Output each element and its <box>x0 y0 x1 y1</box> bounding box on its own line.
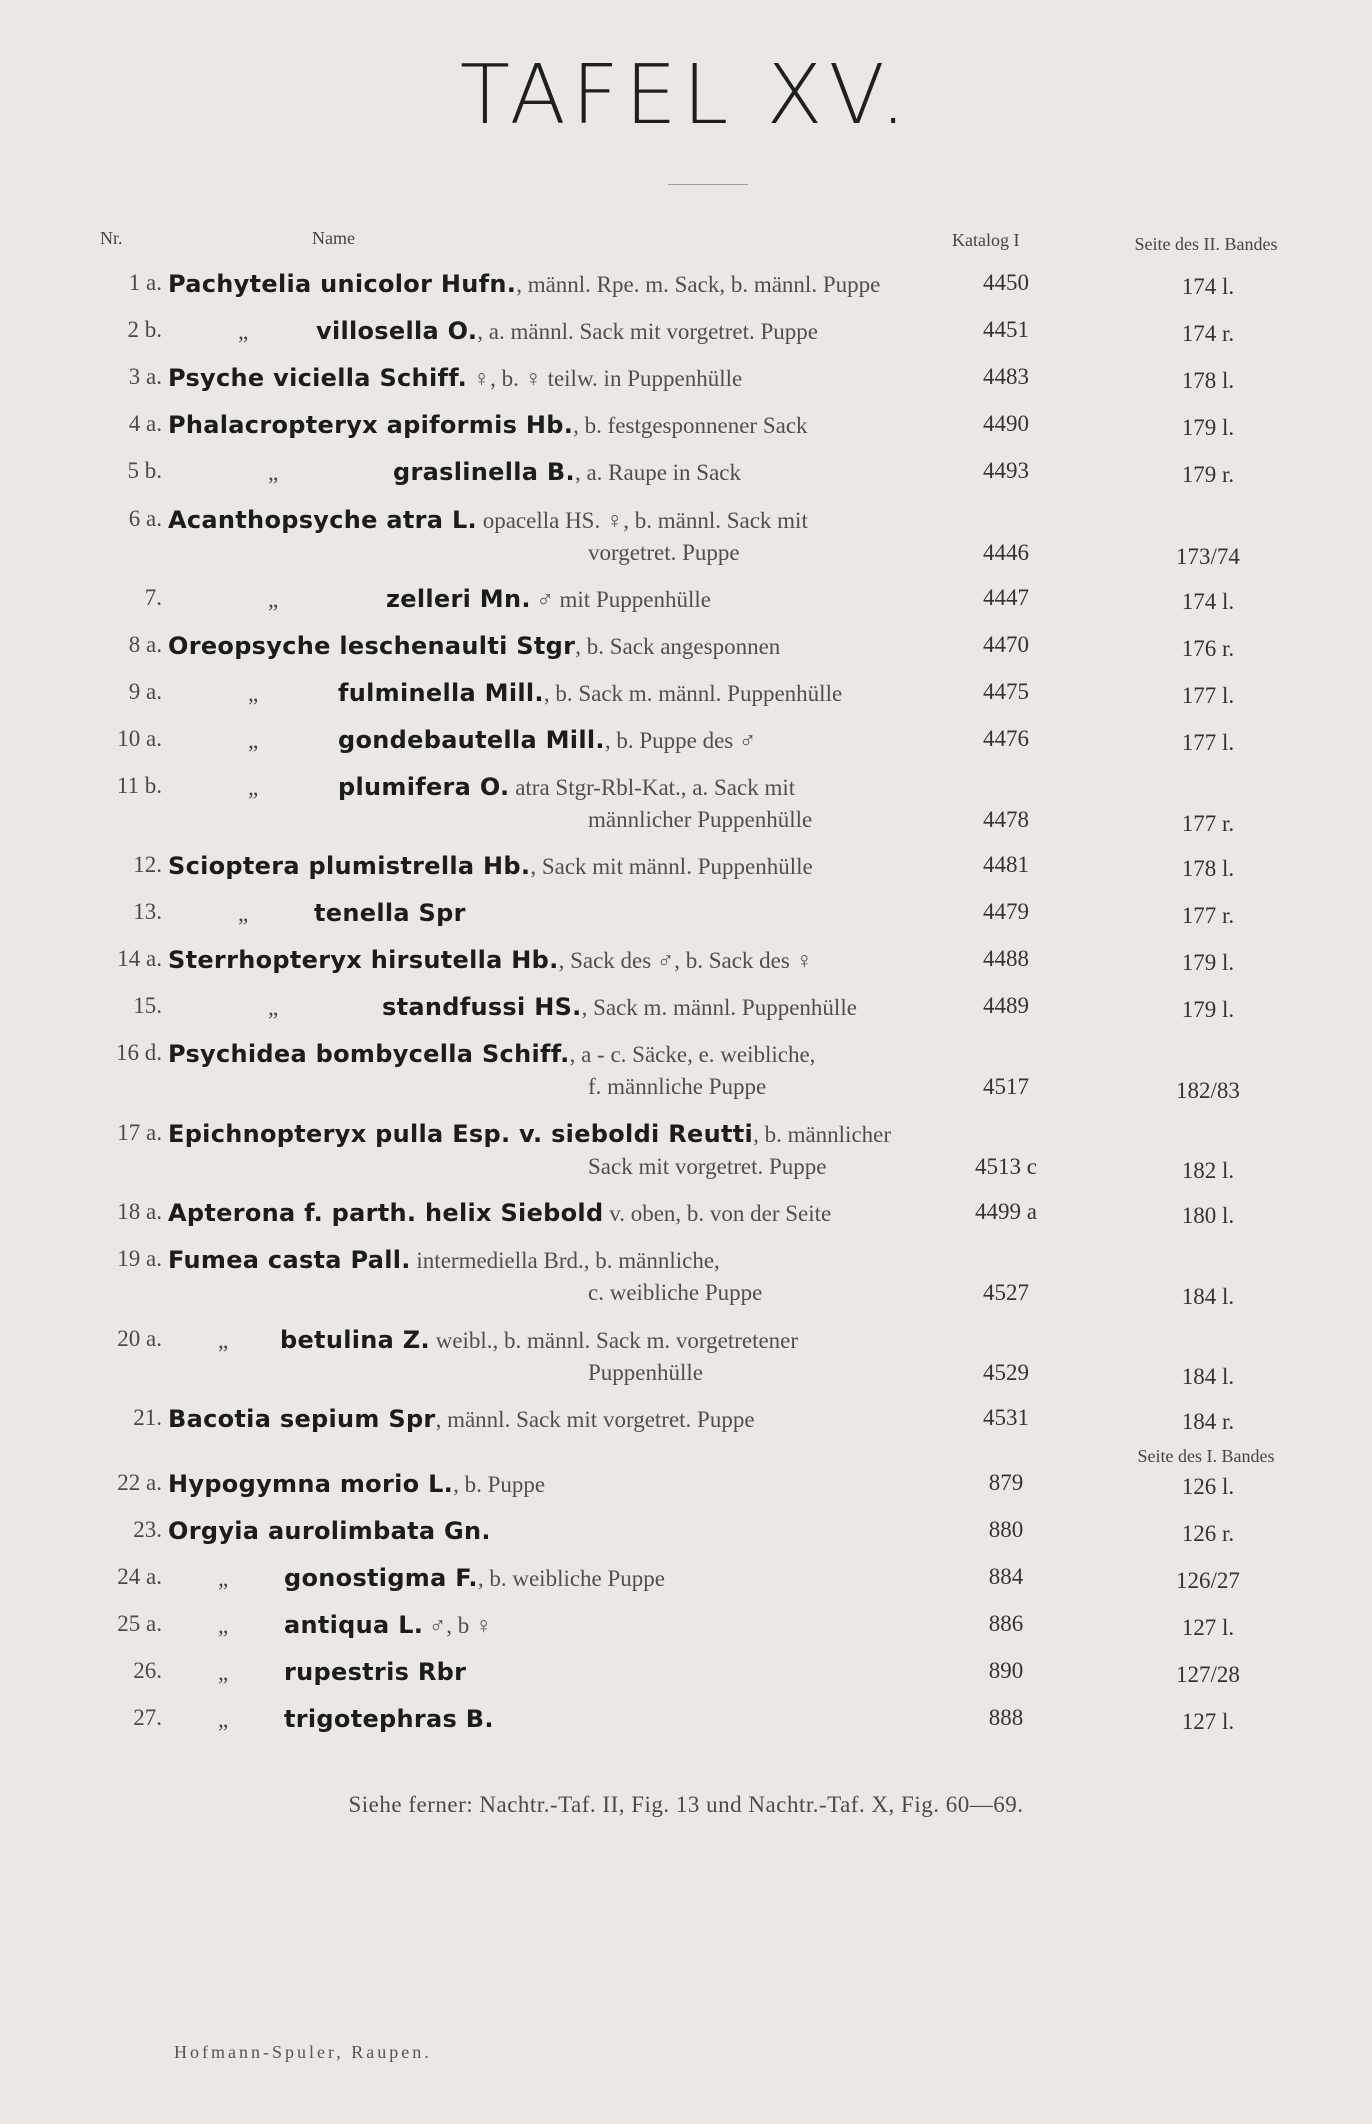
row-number: 27. <box>133 1705 162 1730</box>
katalog-number: 4493 <box>983 458 1029 483</box>
row-number: 9 a. <box>128 679 162 704</box>
katalog-number: 884 <box>988 1564 1024 1589</box>
table-row <box>0 852 1372 886</box>
species-name: Bacotia sepium Spr <box>168 1405 436 1433</box>
row-number: 7. <box>144 585 162 610</box>
page-reference: 182 l. <box>1181 1158 1235 1183</box>
row-number: 15. <box>133 993 162 1018</box>
specimen-description: v. oben, b. von der Seite <box>603 1201 832 1226</box>
species-name: standfussi HS. <box>382 993 582 1021</box>
page-reference: 177 r. <box>1181 903 1235 928</box>
row-number: 21. <box>133 1405 162 1430</box>
katalog-number: 880 <box>988 1517 1024 1542</box>
footer-credit: Hofmann-Spuler, Raupen. <box>174 2042 432 2062</box>
row-entry <box>168 1517 491 1545</box>
row-number: 13. <box>133 899 162 924</box>
katalog-number: 4499 a <box>975 1199 1037 1224</box>
specimen-description: weibl., b. männl. Sack m. vorgetretener <box>429 1328 799 1353</box>
page-reference: 184 l. <box>1181 1364 1235 1389</box>
row-number: 6 a. <box>128 506 162 531</box>
row-number: 8 a. <box>128 632 162 657</box>
table-row <box>0 1246 1372 1309</box>
row-entry: „ zelleri Mn. ♂ mit Puppenhülle <box>268 585 711 613</box>
row-entry: „ tenella Spr <box>238 899 466 927</box>
specimen-description: , Sack des ♂, b. Sack des ♀ <box>558 948 813 973</box>
row-entry: „ fulminella Mill., b. Sack m. männl. Puppenhülle <box>248 679 843 707</box>
header-nr: Nr. <box>100 228 123 248</box>
specimen-description: atra Stgr-Rbl-Kat., a. Sack mit <box>509 775 796 800</box>
page-reference: 178 l. <box>1181 856 1235 881</box>
page-reference: 173/74 <box>1176 544 1240 569</box>
species-name: Fumea casta Pall. <box>168 1246 411 1274</box>
description-continuation: vorgetret. Puppe <box>588 540 740 565</box>
katalog-number: 4470 <box>983 632 1029 657</box>
page-reference: 178 l. <box>1181 368 1235 393</box>
species-name: gonostigma F. <box>284 1564 478 1592</box>
species-name: Oreopsyche leschenaulti Stgr <box>168 632 576 660</box>
species-name: Psychidea bombycella Schiff. <box>168 1040 570 1068</box>
table-row <box>0 317 1372 351</box>
species-name: Pachytelia unicolor Hufn. <box>168 270 517 298</box>
row-number: 3 a. <box>128 364 162 389</box>
row-entry: „ villosella O., a. männl. Sack mit vorgetret. Puppe <box>238 317 818 345</box>
page-reference: 174 r. <box>1181 321 1235 346</box>
page-reference: 179 r. <box>1181 462 1235 487</box>
description-continuation: männlicher Puppenhülle <box>588 807 813 832</box>
row-entry: „ rupestris Rbr <box>218 1658 467 1686</box>
species-name: betulina Z. <box>280 1326 430 1354</box>
species-name: graslinella B. <box>393 458 575 486</box>
species-name: Phalacropteryx apiformis Hb. <box>168 411 574 439</box>
species-name: plumifera O. <box>338 773 510 801</box>
specimen-description: , männl. Rpe. m. Sack, b. männl. Puppe <box>516 272 881 297</box>
katalog-number: 879 <box>988 1470 1024 1495</box>
table-row <box>0 270 1372 304</box>
row-number: 12. <box>133 852 162 877</box>
katalog-number: 4478 <box>983 807 1029 832</box>
row-entry <box>168 852 813 880</box>
species-name: Sterrhopteryx hirsutella Hb. <box>168 946 559 974</box>
species-name: Orgyia aurolimbata Gn. <box>168 1517 491 1545</box>
page-reference: 126 r. <box>1181 1521 1235 1546</box>
row-entry <box>168 1199 831 1227</box>
specimen-description: ♀, b. ♀ teilw. in Puppenhülle <box>467 366 743 391</box>
row-entry: „ standfussi HS., Sack m. männl. Puppenhülle <box>268 993 857 1021</box>
katalog-number: 890 <box>988 1658 1024 1683</box>
row-entry <box>168 1120 891 1148</box>
row-entry: „ plumifera O. atra Stgr-Rbl-Kat., a. Sack mit <box>248 773 796 801</box>
table-row <box>0 1705 1372 1739</box>
table-row <box>0 411 1372 445</box>
table-row <box>0 1611 1372 1645</box>
table-row <box>0 585 1372 619</box>
page-reference: 179 l. <box>1181 997 1235 1022</box>
table-row <box>0 1470 1372 1504</box>
page-reference: 177 l. <box>1181 730 1235 755</box>
table-row <box>0 364 1372 398</box>
header-seite-band-1: Seite des I. Bandes <box>1137 1446 1275 1466</box>
katalog-number: 4447 <box>983 585 1029 610</box>
page-reference: 177 r. <box>1181 811 1235 836</box>
specimen-description: , b. Sack angesponnen <box>575 634 781 659</box>
page-reference: 127 l. <box>1181 1615 1235 1640</box>
row-number: 17 a. <box>117 1120 162 1145</box>
table-row <box>0 1658 1372 1692</box>
row-entry <box>168 506 808 534</box>
katalog-number: 4488 <box>983 946 1029 971</box>
row-number: 25 a. <box>117 1611 162 1636</box>
table-row <box>0 1120 1372 1183</box>
table-row <box>0 632 1372 666</box>
page-reference: 182/83 <box>1176 1078 1240 1103</box>
species-name: Scioptera plumistrella Hb. <box>168 852 531 880</box>
page-reference: 126/27 <box>1176 1568 1240 1593</box>
row-entry <box>168 1470 545 1498</box>
header-katalog: Katalog I <box>952 230 1020 250</box>
species-name: fulminella Mill. <box>338 679 544 707</box>
species-name: Apterona f. parth. helix Siebold <box>168 1199 604 1227</box>
page-reference: 177 l. <box>1181 683 1235 708</box>
table-row <box>0 458 1372 492</box>
row-entry: „ betulina Z. weibl., b. männl. Sack m. vorgetretener <box>218 1326 799 1354</box>
table-row <box>0 1405 1372 1439</box>
description-continuation: Sack mit vorgetret. Puppe <box>588 1154 827 1179</box>
page-reference: 127/28 <box>1176 1662 1240 1687</box>
row-number: 23. <box>133 1517 162 1542</box>
katalog-number: 4451 <box>983 317 1029 342</box>
page-reference: 127 l. <box>1181 1709 1235 1734</box>
title-divider <box>668 184 748 185</box>
species-name: tenella Spr <box>314 899 466 927</box>
specimen-description: , a - c. Säcke, e. weibliche, <box>569 1042 816 1067</box>
row-entry: „ gondebautella Mill., b. Puppe des ♂ <box>248 726 757 754</box>
row-number: 5 b. <box>127 458 162 483</box>
specimen-description: , a. Raupe in Sack <box>574 460 742 485</box>
row-number: 2 b. <box>127 317 162 342</box>
table-row <box>0 726 1372 760</box>
katalog-number: 4531 <box>983 1405 1029 1430</box>
specimen-description: , Sack m. männl. Puppenhülle <box>581 995 857 1020</box>
row-entry <box>168 1040 815 1068</box>
row-entry <box>168 364 742 392</box>
table-row <box>0 1199 1372 1233</box>
page-reference: 179 l. <box>1181 950 1235 975</box>
katalog-number: 4527 <box>983 1280 1029 1305</box>
row-entry <box>168 946 813 974</box>
page-title: TAFEL XV. <box>459 48 913 143</box>
katalog-number: 4483 <box>983 364 1029 389</box>
row-number: 16 d. <box>116 1040 162 1065</box>
page-reference: 126 l. <box>1181 1474 1235 1499</box>
specimen-description: , b. männlicher <box>753 1122 892 1147</box>
katalog-number: 4529 <box>983 1360 1029 1385</box>
katalog-number: 886 <box>988 1611 1024 1636</box>
table-row <box>0 993 1372 1027</box>
row-entry <box>168 411 808 439</box>
specimen-description: , männl. Sack mit vorgetret. Puppe <box>435 1407 755 1432</box>
page-reference: 184 r. <box>1181 1409 1235 1434</box>
row-number: 20 a. <box>117 1326 162 1351</box>
specimen-description: , b. Puppe <box>453 1472 546 1497</box>
row-number: 4 a. <box>128 411 162 436</box>
katalog-number: 4475 <box>983 679 1029 704</box>
row-entry <box>168 1405 755 1433</box>
table-row <box>0 1517 1372 1551</box>
row-number: 24 a. <box>117 1564 162 1589</box>
katalog-number: 4450 <box>983 270 1029 295</box>
row-entry <box>168 270 880 298</box>
row-number: 10 a. <box>117 726 162 751</box>
katalog-number: 888 <box>988 1705 1024 1730</box>
katalog-number: 4490 <box>983 411 1029 436</box>
specimen-description: , Sack mit männl. Puppenhülle <box>530 854 813 879</box>
species-name: Psyche viciella Schiff. <box>168 364 468 392</box>
table-row <box>0 946 1372 980</box>
species-name: zelleri Mn. <box>386 585 531 613</box>
specimen-description: ♂, b ♀ <box>423 1613 493 1638</box>
specimen-description: , b. Sack m. männl. Puppenhülle <box>543 681 843 706</box>
row-entry: „ gonostigma F., b. weibliche Puppe <box>218 1564 666 1592</box>
table-row <box>0 1326 1372 1389</box>
species-name: antiqua L. <box>284 1611 424 1639</box>
katalog-number: 4479 <box>983 899 1029 924</box>
katalog-number: 4446 <box>983 540 1029 565</box>
description-continuation: f. männliche Puppe <box>588 1074 767 1099</box>
table-row <box>0 1040 1372 1103</box>
specimen-description: opacella HS. ♀, b. männl. Sack mit <box>476 508 808 533</box>
species-name: gondebautella Mill. <box>338 726 605 754</box>
katalog-number: 4476 <box>983 726 1029 751</box>
specimen-description: , a. männl. Sack mit vorgetret. Puppe <box>477 319 818 344</box>
katalog-number: 4481 <box>983 852 1029 877</box>
table-row <box>0 679 1372 713</box>
species-name: Hypogymna morio L. <box>168 1470 454 1498</box>
katalog-number: 4517 <box>983 1074 1029 1099</box>
species-name: villosella O. <box>316 317 478 345</box>
page-reference: 179 l. <box>1181 415 1235 440</box>
row-entry <box>168 1246 720 1274</box>
specimen-description: , b. Puppe des ♂ <box>604 728 757 753</box>
header-seite: Seite des II. Bandes <box>1134 234 1278 254</box>
row-number: 1 a. <box>128 270 162 295</box>
species-name: rupestris Rbr <box>284 1658 467 1686</box>
row-number: 26. <box>133 1658 162 1683</box>
row-entry: „ antiqua L. ♂, b ♀ <box>218 1611 493 1639</box>
reference-note: Siehe ferner: Nachtr.-Taf. II, Fig. 13 und Nachtr.-Taf. X, Fig. 60—69. <box>348 1792 1024 1817</box>
specimen-description: intermediella Brd., b. männliche, <box>410 1248 720 1273</box>
table-row <box>0 506 1372 569</box>
katalog-number: 4513 c <box>975 1154 1037 1179</box>
species-name: trigotephras B. <box>284 1705 494 1733</box>
description-continuation: Puppenhülle <box>588 1360 703 1385</box>
species-name: Epichnopteryx pulla Esp. v. sieboldi Reutti <box>168 1120 754 1148</box>
row-number: 18 a. <box>117 1199 162 1224</box>
row-number: 11 b. <box>116 773 162 798</box>
row-number: 22 a. <box>117 1470 162 1495</box>
katalog-number: 4489 <box>983 993 1029 1018</box>
page-reference: 174 l. <box>1181 274 1235 299</box>
page-reference: 180 l. <box>1181 1203 1235 1228</box>
specimen-description: ♂ mit Puppenhülle <box>530 587 711 612</box>
species-name: Acanthopsyche atra L. <box>168 506 477 534</box>
specimen-description: , b. festgesponnener Sack <box>573 413 808 438</box>
specimen-description: , b. weibliche Puppe <box>477 1566 666 1591</box>
header-name: Name <box>312 228 355 248</box>
table-row <box>0 1564 1372 1598</box>
table-row <box>0 899 1372 933</box>
description-continuation: c. weibliche Puppe <box>588 1280 763 1305</box>
page-reference: 174 l. <box>1181 589 1235 614</box>
row-number: 14 a. <box>117 946 162 971</box>
row-entry <box>168 632 780 660</box>
table-row <box>0 773 1372 836</box>
row-number: 19 a. <box>117 1246 162 1271</box>
page-reference: 184 l. <box>1181 1284 1235 1309</box>
row-entry: „ trigotephras B. <box>218 1705 494 1733</box>
row-entry: „ graslinella B., a. Raupe in Sack <box>268 458 742 486</box>
page-reference: 176 r. <box>1181 636 1235 661</box>
